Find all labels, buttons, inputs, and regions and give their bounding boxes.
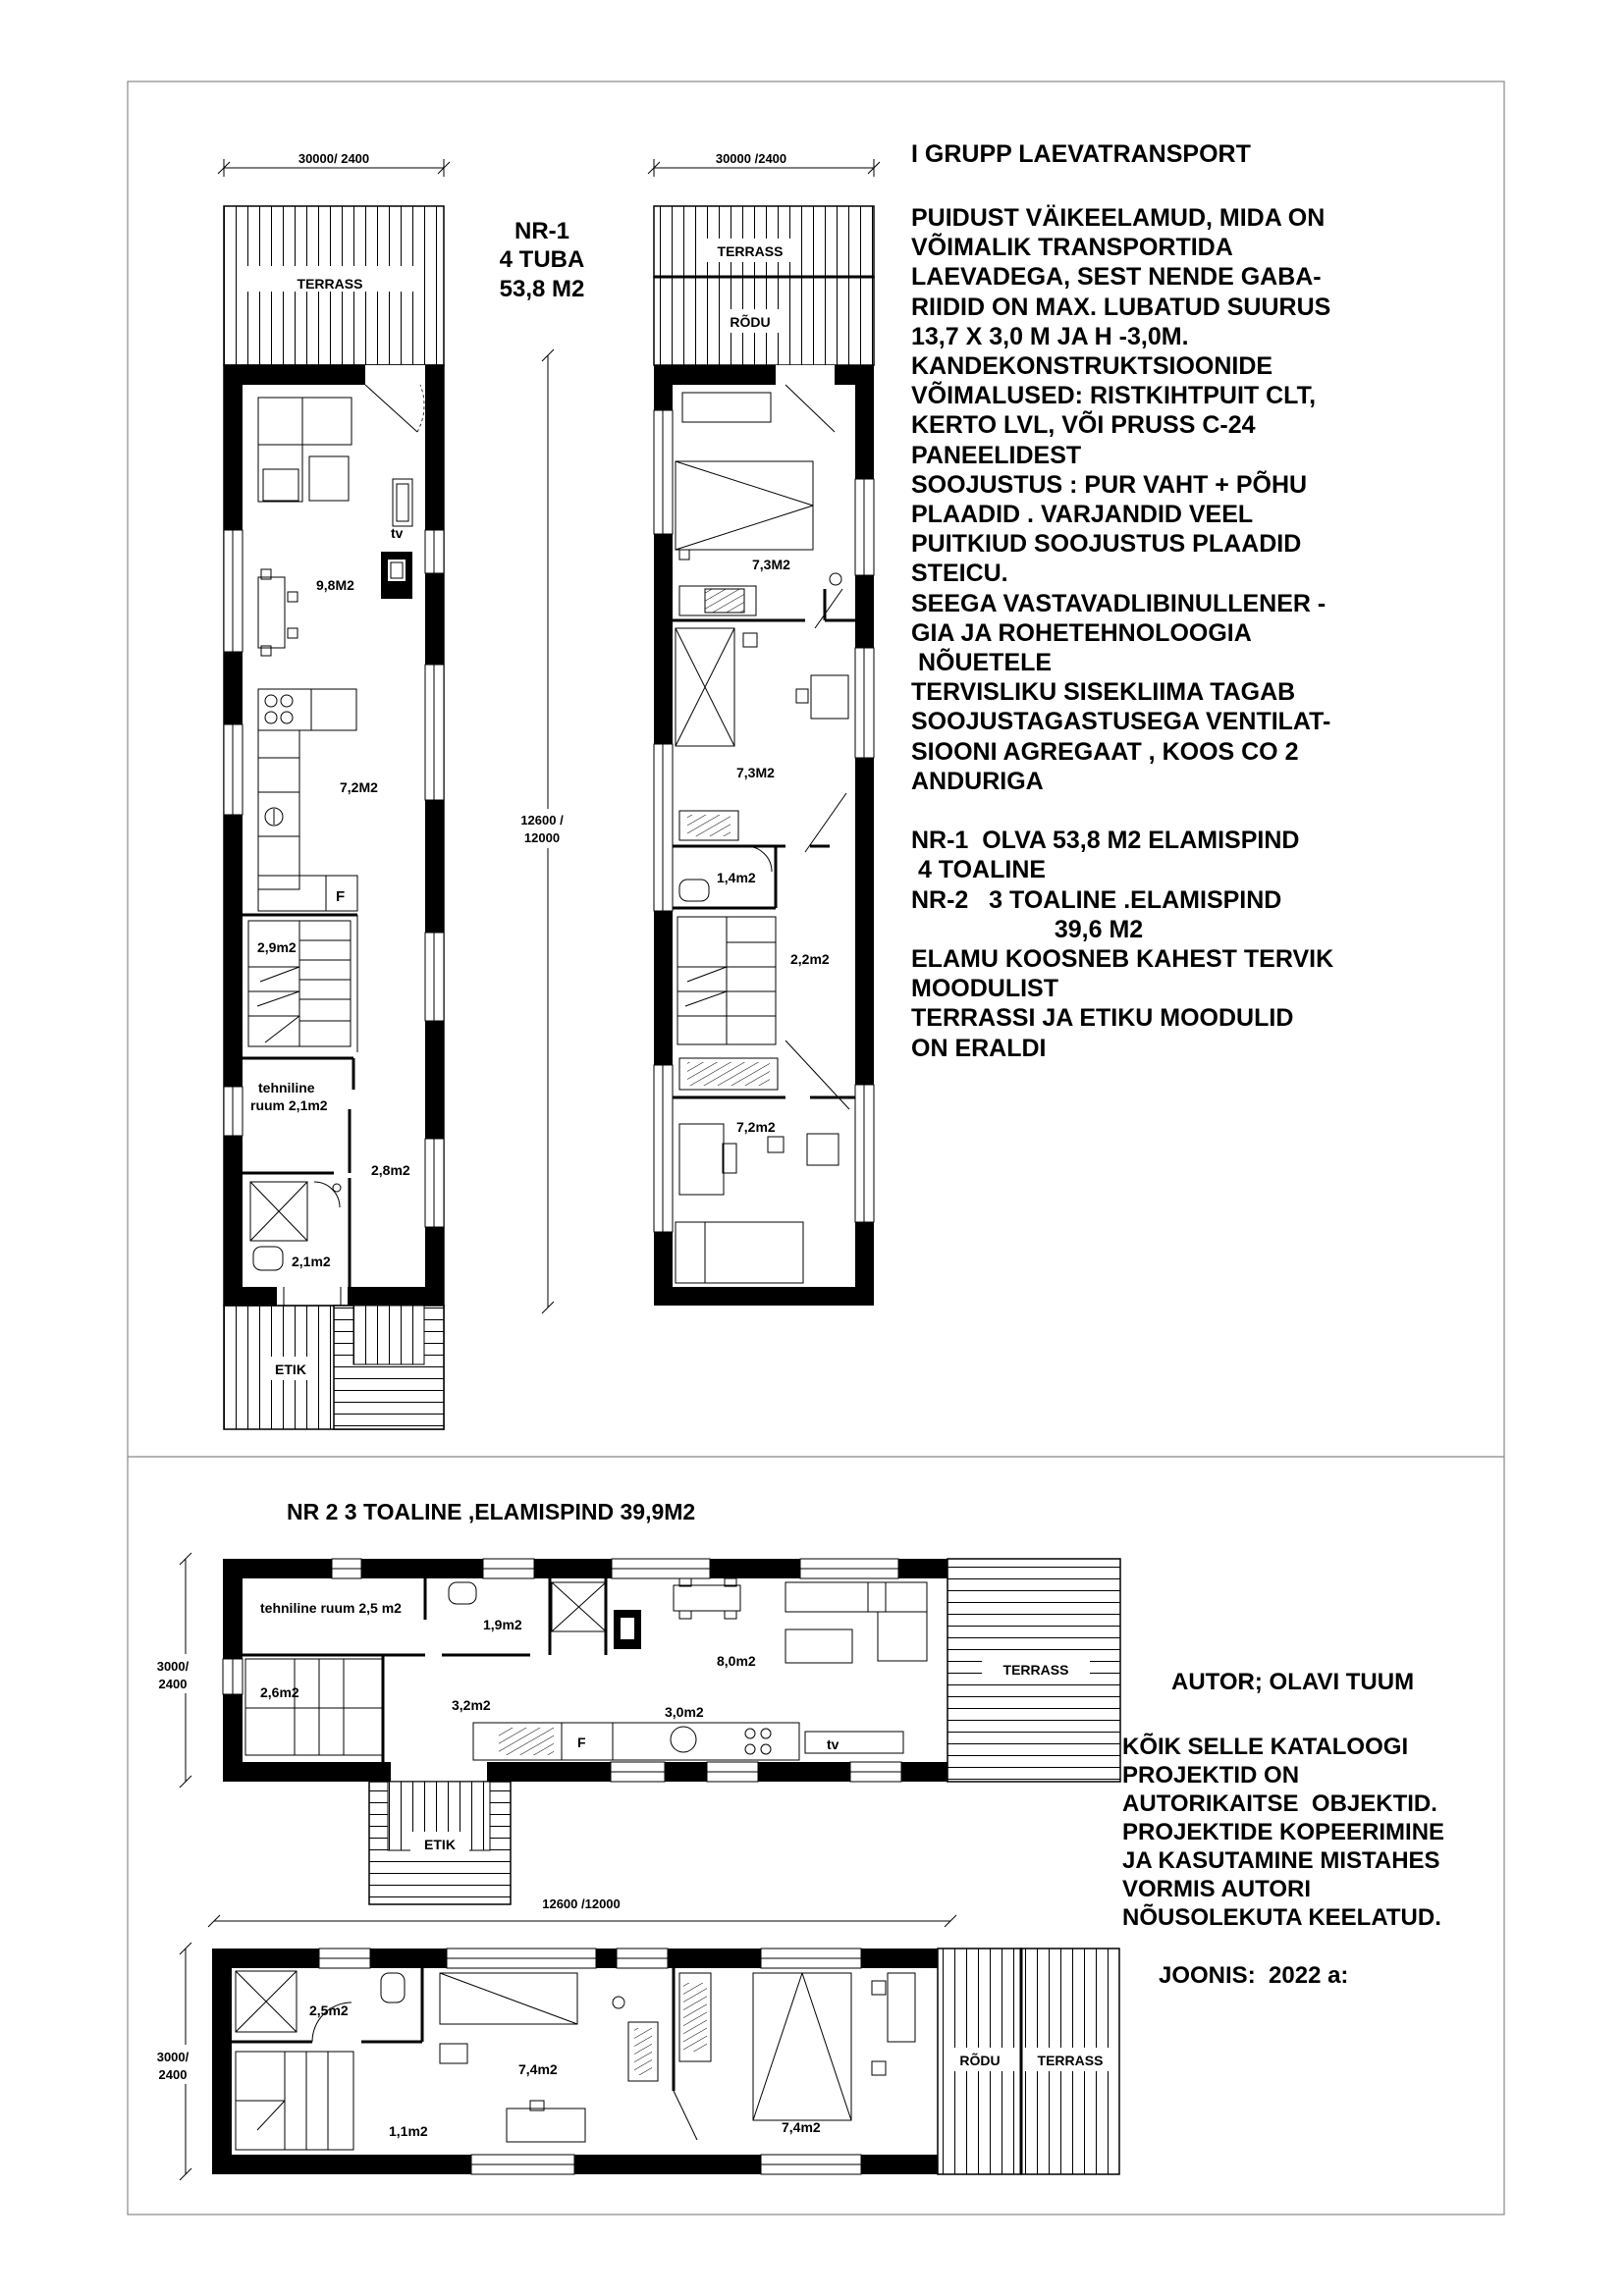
description-line: ON ERALDI xyxy=(911,1034,1047,1062)
description-line: KERTO LVL, VÕI PRUSS C-24 xyxy=(911,411,1256,440)
description-line: STEICU. xyxy=(911,560,1008,588)
copyright-line: PROJEKTIDE KOPEERIMINE xyxy=(1122,1819,1445,1845)
drawing-date: JOONIS: 2022 a: xyxy=(1159,1962,1349,1989)
nr2-ground-porch-label: ETIK xyxy=(424,1837,456,1852)
description-line: LAEVADEGA, SEST NENDE GABA- xyxy=(911,263,1322,292)
description-line: PANEELIDEST xyxy=(911,441,1082,469)
description-line: NR-2 3 TOALINE .ELAMISPIND xyxy=(911,885,1282,914)
nr1-upper-bedroom1-area: 7,3M2 xyxy=(752,557,790,572)
description-line: PUITKIUD SOOJUSTUS PLAADID xyxy=(911,530,1302,559)
nr2-ground-fridge-label: F xyxy=(577,1735,586,1750)
nr2-upper-balcony-label: RÕDU xyxy=(959,2053,1001,2068)
nr1-ground-fridge-label: F xyxy=(336,888,346,905)
nr1-upper-bedroom2-area: 7,3M2 xyxy=(736,765,775,780)
description-line: TERVISLIKU SISEKLIIMA TAGAB xyxy=(911,678,1296,707)
nr1-ground-living-area: 9,8M2 xyxy=(316,577,354,593)
description-line: VÕIMALUSED: RISTKIHTPUIT CLT, xyxy=(911,382,1317,410)
nr1-ground-technical-label2: ruum 2,1m2 xyxy=(250,1097,328,1113)
nr2-ground-kitchen-area: 3,0m2 xyxy=(665,1704,704,1720)
nr2-upper-height-dim-line2: 2400 xyxy=(158,2067,188,2082)
description-line: ELAMU KOOSNEB KAHEST TERVIK xyxy=(911,945,1334,974)
nr1-upper-terrace-label: TERRASS xyxy=(717,243,784,259)
description-line: SEEGA VASTAVADLIBINULLENER - xyxy=(911,589,1326,617)
description-line: RIIDID ON MAX. LUBATUD SUURUS xyxy=(911,293,1331,321)
description-line: SIOONI AGREGAAT , KOOS CO 2 xyxy=(911,737,1299,766)
nr2-ground-tv-label: tv xyxy=(827,1736,839,1752)
nr2-upper-bedroom2-area: 7,4m2 xyxy=(782,2119,821,2135)
nr1-ground-terrace-label: TERRASS xyxy=(297,276,363,292)
copyright-line: NÕUSOLEKUTA KEELATUD. xyxy=(1122,1904,1441,1931)
description-line: VÕIMALIK TRANSPORTIDA xyxy=(911,234,1233,262)
nr1-upper-bedroom3-area: 7,2m2 xyxy=(736,1119,776,1135)
nr1-length-dim-line2: 12000 xyxy=(523,830,561,845)
nr1-title-line3: 53,8 M2 xyxy=(499,276,585,302)
author-line: AUTOR; OLAVI TUUM xyxy=(1171,1669,1415,1695)
description-line xyxy=(911,796,1333,826)
copyright-line: KÕIK SELLE KATALOOGI xyxy=(1122,1734,1409,1760)
nr2-ground-technical-label: tehniline ruum 2,5 m2 xyxy=(260,1600,402,1616)
nr2-upper-bedroom1-area: 7,4m2 xyxy=(518,2061,558,2077)
nr2-ground-height-dim-line1: 3000/ xyxy=(156,1659,189,1674)
copyright-line: AUTORIKAITSE OBJEKTID. xyxy=(1122,1790,1437,1817)
copyright-line: PROJEKTID ON xyxy=(1122,1762,1300,1789)
nr2-ground-terrace-label: TERRASS xyxy=(1002,1662,1069,1678)
nr1-upper-hall-area: 2,2m2 xyxy=(790,951,830,967)
nr1-ground-width-dim: 30000/ 2400 xyxy=(298,151,370,166)
description-line: SOOJUSTUS : PUR VAHT + PÕHU xyxy=(911,470,1308,499)
copyright-notice xyxy=(1122,1733,1444,1932)
description-line: PLAADID . VARJANDID VEEL xyxy=(911,501,1254,529)
nr1-upper-plan xyxy=(648,151,880,1306)
nr2-upper-plan xyxy=(212,1949,1119,2174)
nr2-upper-bath-area: 2,5m2 xyxy=(309,2002,349,2018)
description-line: 4 TOALINE xyxy=(911,856,1047,884)
description-line: TERRASSI JA ETIKU MOODULID xyxy=(911,1004,1294,1033)
nr1-ground-porch-label: ETIK xyxy=(275,1362,306,1377)
nr2-ground-height-dim-line2: 2400 xyxy=(158,1677,188,1691)
copyright-line: JA KASUTAMINE MISTAHES xyxy=(1122,1847,1440,1874)
nr2-ground-living-area: 8,0m2 xyxy=(717,1653,756,1669)
description-line: GIA JA ROHETEHNOLOOGIA xyxy=(911,618,1252,647)
sheet-description xyxy=(911,203,1333,1063)
description-line: 13,7 X 3,0 M JA H -3,0M. xyxy=(911,322,1189,350)
nr1-title-line2: 4 TUBA xyxy=(499,246,585,273)
nr1-length-dim-line1: 12600 / xyxy=(520,813,564,828)
nr1-ground-technical-label1: tehniline xyxy=(258,1080,315,1095)
nr1-ground-tv-label: tv xyxy=(391,525,404,541)
nr2-title: NR 2 3 TOALINE ,ELAMISPIND 39,9M2 xyxy=(287,1499,696,1524)
sheet-title: I GRUPP LAEVATRANSPORT xyxy=(911,140,1251,168)
nr2-ground-plan xyxy=(223,1559,1120,1904)
copyright-line: VORMIS AUTORI xyxy=(1122,1876,1312,1902)
description-line: MOODULIST xyxy=(911,975,1058,1003)
description-line: NR-1 OLVA 53,8 M2 ELAMISPIND xyxy=(911,827,1300,855)
nr1-ground-bath-area: 2,1m2 xyxy=(292,1254,331,1269)
nr2-upper-terrace-label: TERRASS xyxy=(1037,2053,1104,2068)
description-line: ANDURIGA xyxy=(911,767,1044,795)
description-line: PUIDUST VÄIKEELAMUD, MIDA ON xyxy=(911,204,1326,232)
nr2-upper-height-dim-line1: 3000/ xyxy=(156,2050,189,2064)
description-line: 39,6 M2 xyxy=(911,915,1144,943)
nr2-length-dim: 12600 /12000 xyxy=(542,1896,621,1911)
nr1-ground-kitchen-area: 7,2M2 xyxy=(340,779,378,795)
nr1-ground-hall-area: 2,8m2 xyxy=(371,1162,410,1178)
nr1-ground-stairs-area: 2,9m2 xyxy=(257,939,297,955)
description-line: SOOJUSTAGASTUSEGA VENTILAT- xyxy=(911,708,1331,736)
nr2-ground-stairs-area: 2,6m2 xyxy=(260,1684,299,1700)
nr1-ground-plan xyxy=(218,151,450,1429)
description-line: KANDEKONSTRUKTSIOONIDE xyxy=(911,352,1273,381)
nr2-upper-stairs-area: 1,1m2 xyxy=(389,2123,428,2139)
nr2-ground-wc-area: 1,9m2 xyxy=(483,1617,522,1632)
nr1-upper-wc-area: 1,4m2 xyxy=(717,870,756,885)
description-line: NÕUETELE xyxy=(911,649,1053,677)
nr1-title-line1: NR-1 xyxy=(514,218,570,244)
nr1-upper-width-dim: 30000 /2400 xyxy=(715,151,787,166)
nr1-upper-balcony-label: RÕDU xyxy=(730,314,771,330)
nr2-ground-hall-area: 3,2m2 xyxy=(452,1697,491,1713)
